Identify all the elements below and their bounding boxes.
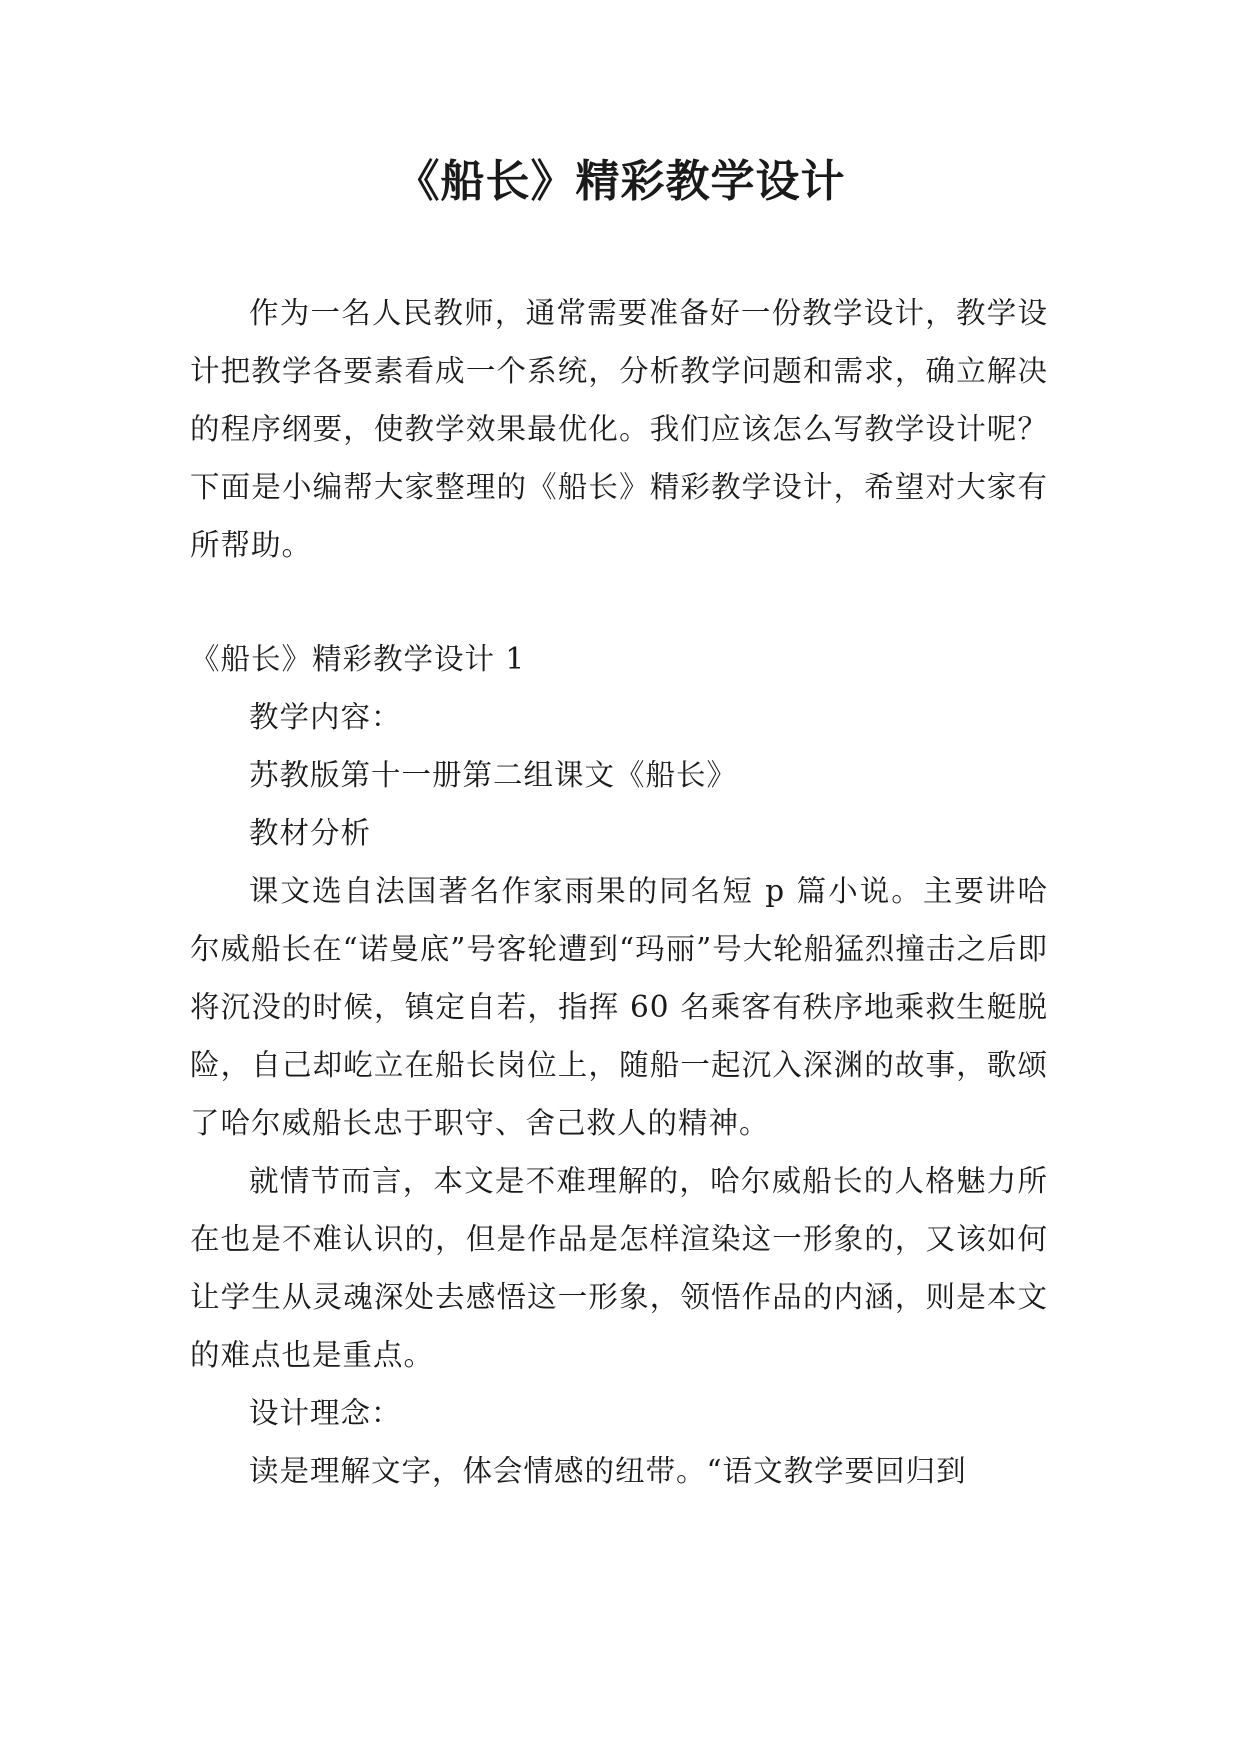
paragraph-design-concept-label: 设计理念： (249, 1396, 402, 1430)
paragraph-plot-analysis: 就情节而言，本文是不难理解的，哈尔威船长的人格魅力所在也是不难认识的，但是作品是怎样渲染这一形象的，又该如何让学生从灵魂深处去感悟这一形象，领悟作品的内涵，则是本文的难点也是重点。 (190, 1164, 1048, 1372)
paragraph-design-concept: 读是理解文字，体会情感的纽带。“语文教学要回归到 (249, 1454, 967, 1488)
paragraph-textbook-info: 苏教版第十一册第二组课文《船长》 (249, 758, 738, 792)
paragraph-material-analysis-label: 教材分析 (249, 816, 372, 850)
document-title: 《船长》精彩教学设计 (395, 156, 846, 207)
paragraph-teaching-content-label: 教学内容： (249, 700, 402, 734)
document-body (190, 284, 1048, 1500)
section-spacer (190, 574, 1048, 630)
paragraph-material-analysis: 课文选自法国著名作家雨果的同名短 p 篇小说。主要讲哈尔威船长在“诺曼底”号客轮遭到“玛丽”号大轮船猛烈撞击之后即将沉没的时候，镇定自若，指挥 60 名乘客有秩序地乘救生艇脱险，自己却屹立在船长岗位上，随船一起沉入深渊的故事，歌颂了哈尔威船长忠于职守、舍己救人的精神。 (190, 874, 1048, 1140)
section-heading: 《船长》精彩教学设计 1 (190, 642, 526, 676)
intro-paragraph: 作为一名人民教师，通常需要准备好一份教学设计，教学设计把教学各要素看成一个系统，分析教学问题和需求，确立解决的程序纲要，使教学效果最优化。我们应该怎么写教学设计呢？下面是小编帮大家整理的《船长》精彩教学设计，希望对大家有所帮助。 (190, 296, 1048, 562)
